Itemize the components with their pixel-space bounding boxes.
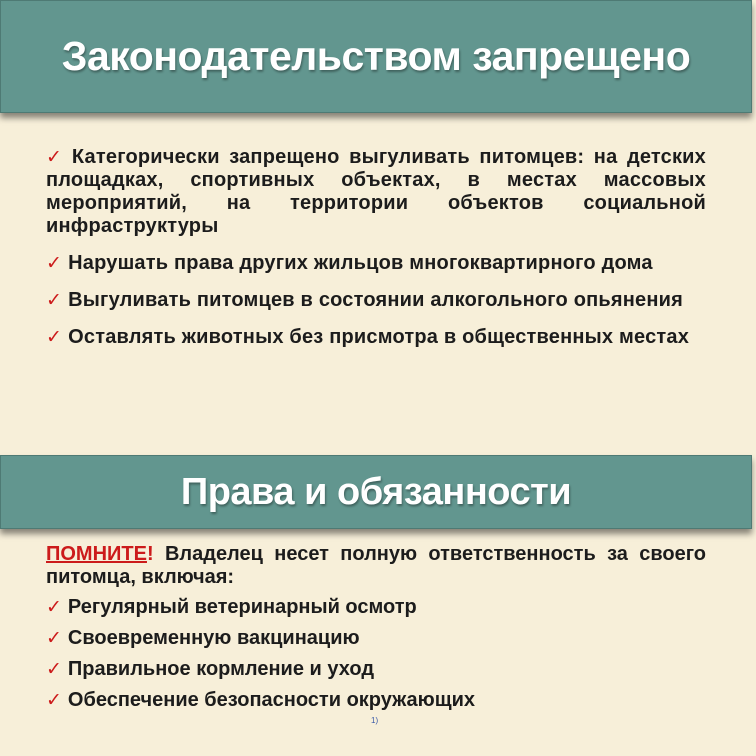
check-icon: ✓ <box>46 659 62 680</box>
check-icon: ✓ <box>46 327 63 348</box>
check-icon: ✓ <box>46 253 63 274</box>
list-item <box>46 326 706 349</box>
list-item-text: Своевременную вакцинацию <box>67 627 360 649</box>
remember-exclamation: ! <box>146 543 154 565</box>
list-item-text: Выгуливать питомцев в состоянии алкогольного опьянения <box>68 289 684 311</box>
list-item-text: Правильное кормление и уход <box>67 658 375 680</box>
list-item-text: Нарушать права других жильцов многоквартирного дома <box>68 252 653 274</box>
section-title: Права и обязанности <box>180 470 572 513</box>
section-banner <box>0 455 752 529</box>
check-icon: ✓ <box>46 690 62 711</box>
list-item-text: Регулярный ветеринарный осмотр <box>67 596 417 618</box>
list-item-text: Оставлять животных без присмотра в общественных местах <box>68 326 690 348</box>
footnote-mark: 1) <box>371 716 379 725</box>
list-item-text: Категорически запрещено выгуливать питомцев: на детских площадках, спортивных объектах, в местах массовых мероприятий, на территории объектов социальной инфраструктуры <box>46 146 706 237</box>
header-title: Законодательством запрещено <box>61 33 691 79</box>
rights-section <box>46 543 706 719</box>
check-icon: ✓ <box>46 597 62 618</box>
list-item <box>46 252 706 275</box>
check-icon: ✓ <box>46 147 66 168</box>
list-item <box>46 688 706 713</box>
intro-text: Владелец несет полную ответственность за своего питомца, включая: <box>46 543 706 588</box>
check-icon: ✓ <box>46 628 62 649</box>
list-item <box>46 289 706 312</box>
list-item <box>46 146 706 238</box>
list-item <box>46 626 706 651</box>
intro-paragraph <box>46 543 706 589</box>
header-banner <box>0 0 752 113</box>
prohibitions-list <box>46 146 706 363</box>
list-item <box>46 595 706 620</box>
list-item-text: Обеспечение безопасности окружающих <box>67 689 476 711</box>
remember-label: ПОМНИТЕ <box>46 543 147 565</box>
list-item <box>46 657 706 682</box>
check-icon: ✓ <box>46 290 63 311</box>
